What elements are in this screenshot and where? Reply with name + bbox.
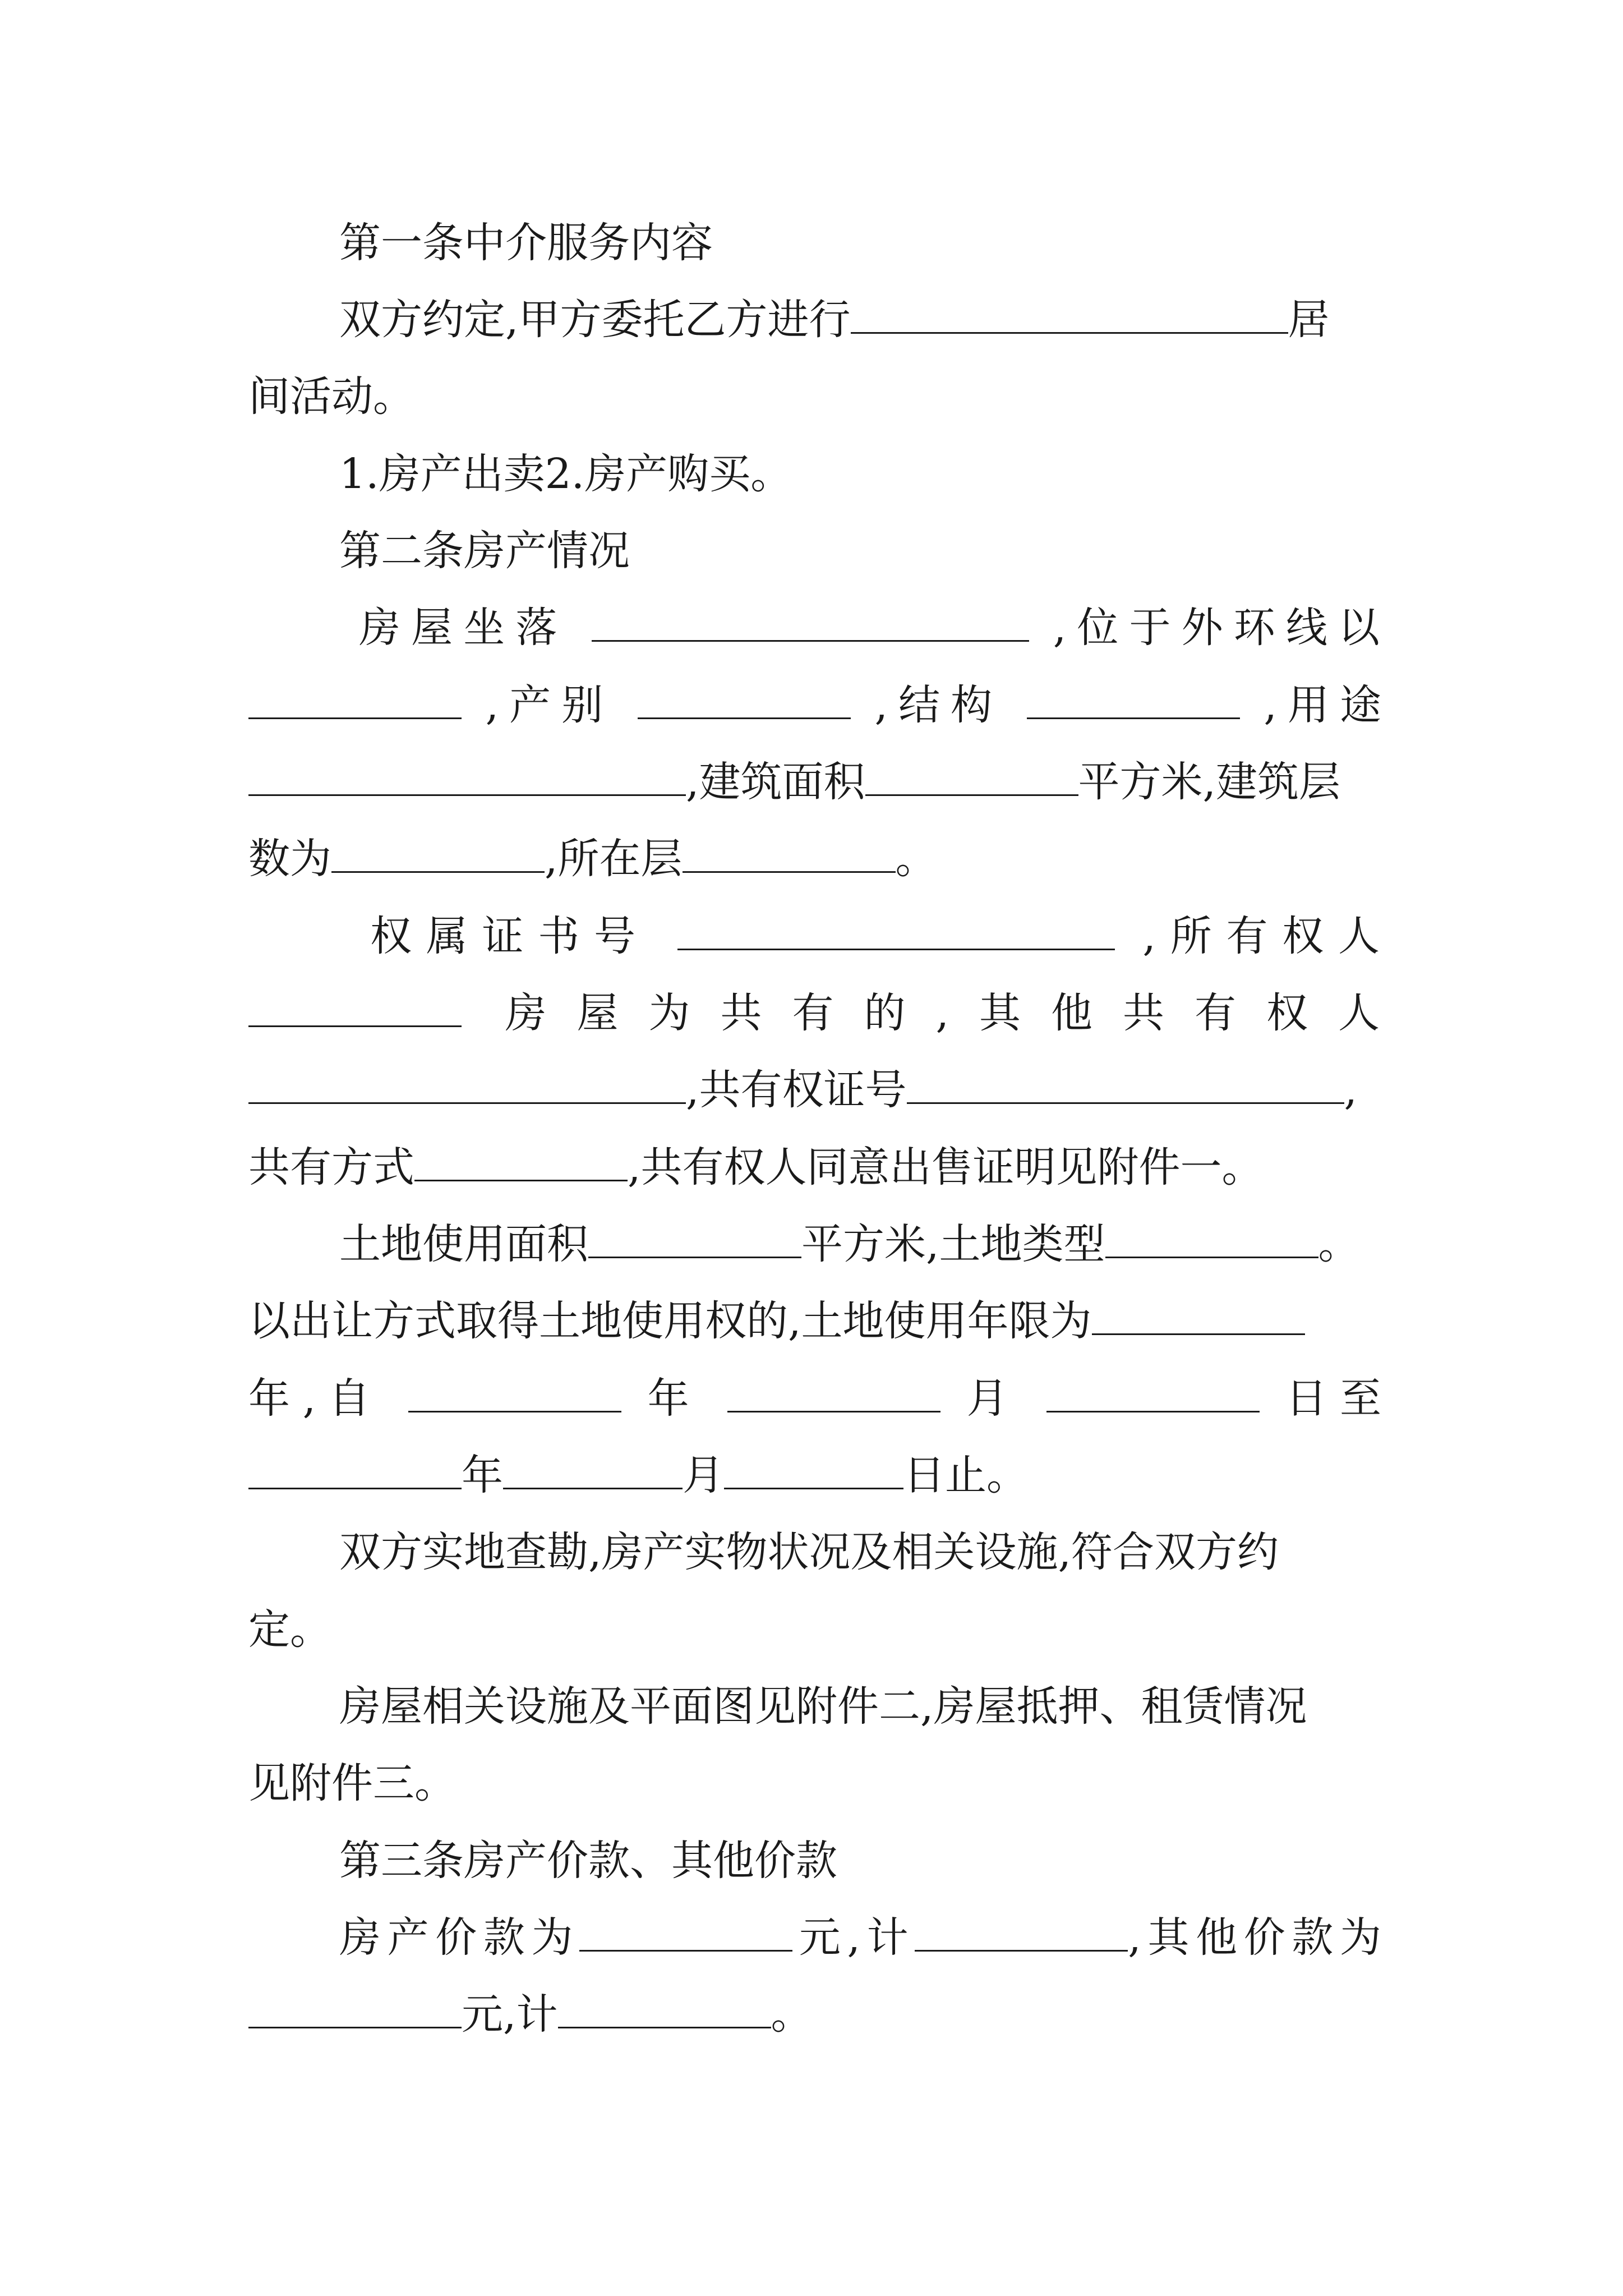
blank-field[interactable] (408, 1375, 621, 1412)
article3-heading: 第三条房产价款、其他价款 (339, 1837, 837, 1885)
paragraph-line: 间活动。 (248, 372, 414, 421)
blank-field[interactable] (248, 990, 462, 1027)
paragraph-line: 见附件三。 (248, 1759, 456, 1807)
blank-field[interactable] (727, 1375, 940, 1412)
blank-field[interactable] (851, 297, 1288, 334)
blank-field[interactable] (592, 605, 1029, 642)
blank-field[interactable] (1046, 1375, 1260, 1412)
blank-field[interactable] (503, 1452, 683, 1489)
paragraph-line: 房屋相关设施及平面图见附件二,房屋抵押、租赁情况 (339, 1682, 1307, 1731)
paragraph-line: 权属证书号 ,所有权人 (370, 912, 1380, 960)
paragraph-line: 定。 (248, 1605, 331, 1654)
blank-field[interactable] (724, 1452, 903, 1489)
blank-field[interactable] (414, 1144, 628, 1181)
paragraph-line: 1.房产出卖2.房产购买。 (339, 450, 792, 498)
blank-field[interactable] (915, 1915, 1128, 1952)
paragraph-line: 年,自 年 月 日至 (248, 1374, 1382, 1423)
blank-field[interactable] (248, 759, 686, 796)
blank-field[interactable] (248, 1452, 462, 1489)
blank-field[interactable] (865, 759, 1078, 796)
paragraph-line: 年 月 日止。 (248, 1444, 1028, 1506)
blank-field[interactable] (248, 1991, 462, 2028)
paragraph-line: 以出让方式取得土地使用权的,土地使用年限为 (248, 1290, 1305, 1352)
paragraph-line: 房屋为共有的,其他共有权人 (248, 982, 1380, 1044)
article1-heading: 第一条中介服务内容 (339, 219, 713, 267)
blank-field[interactable] (558, 1991, 771, 2028)
paragraph-line: 元,计 。 (248, 1984, 813, 2045)
blank-field[interactable] (248, 1067, 686, 1104)
blank-field[interactable] (638, 682, 851, 719)
paragraph-line: 共有方式 ,共有权人同意出售证明见附件一。 (248, 1143, 1264, 1191)
blank-field[interactable] (677, 913, 1115, 950)
paragraph-line: ,产别 ,结构 ,用途 (248, 674, 1381, 736)
blank-field[interactable] (1092, 1298, 1305, 1335)
blank-field[interactable] (1027, 682, 1240, 719)
paragraph-line: ,建筑面积 平方米,建筑层 (248, 751, 1340, 813)
paragraph-line: 土地使用面积 平方米,土地类型 。 (339, 1220, 1360, 1268)
blank-field[interactable] (907, 1067, 1344, 1104)
paragraph-line: 房屋坐落 ,位于外环线以 (359, 604, 1380, 652)
paragraph-line: 房产价款为 元,计 ,其他价款为 (339, 1913, 1381, 1962)
blank-field[interactable] (331, 836, 545, 873)
blank-field[interactable] (1105, 1221, 1318, 1258)
paragraph-line: ,共有权证号 , (248, 1059, 1357, 1121)
blank-field[interactable] (588, 1221, 801, 1258)
blank-field[interactable] (579, 1915, 792, 1952)
paragraph-line: 双方实地查勘,房产实物状况及相关设施,符合双方约 (339, 1528, 1279, 1576)
blank-field[interactable] (683, 836, 896, 873)
blank-field[interactable] (248, 682, 462, 719)
article2-heading: 第二条房产情况 (339, 527, 630, 575)
paragraph-line: 双方约定,甲方委托乙方进行 居 (339, 296, 1330, 344)
paragraph-line: 数为 ,所在层 。 (248, 835, 937, 883)
